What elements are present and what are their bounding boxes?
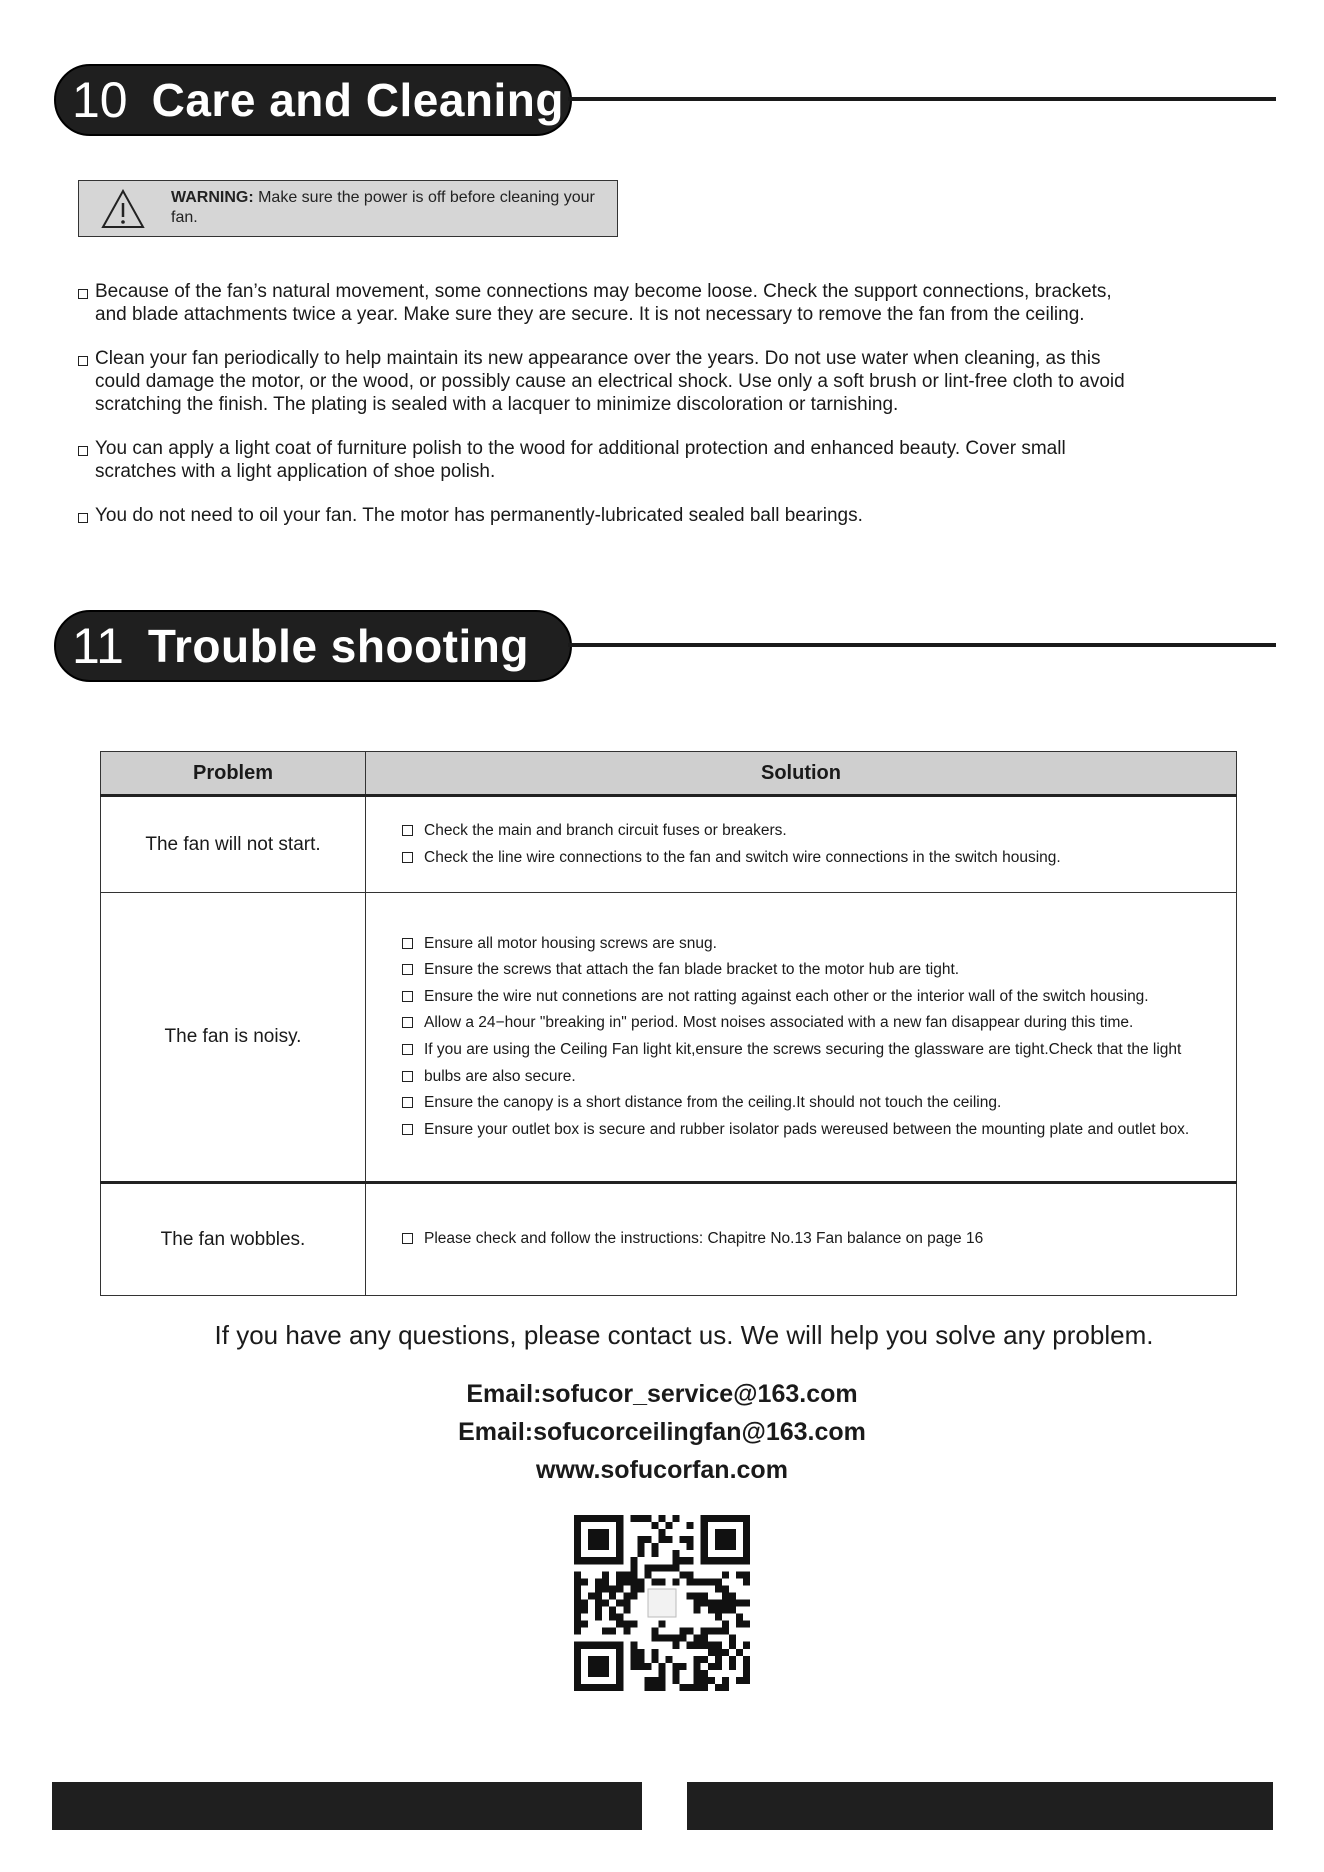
solution-list (402, 931, 1235, 1144)
checkbox-bullet-icon (78, 289, 88, 299)
checkbox-bullet-icon (402, 1097, 413, 1108)
checkbox-bullet-icon (78, 513, 88, 523)
solution-cell (366, 1183, 1237, 1296)
section-divider (568, 643, 1276, 647)
section-header-care (54, 64, 1276, 136)
checkbox-bullet-icon (78, 356, 88, 366)
section-header-troubleshooting (54, 610, 1276, 682)
table-row (101, 1183, 1237, 1296)
list-item: Allow a 24−hour "breaking in" period. Most noises associated with a new fan disappear during this time. (402, 1010, 1235, 1037)
footer-bar-right (687, 1782, 1273, 1830)
list-item: bulbs are also secure. (402, 1064, 1235, 1091)
problem-column-header: Problem (101, 752, 366, 796)
solution-list (402, 1226, 1235, 1253)
contact-intro-text: If you have any questions, please contact us. We will help you solve any problem. (214, 1320, 1154, 1350)
list-item: Ensure the canopy is a short distance from the ceiling.It should not touch the ceiling. (402, 1090, 1235, 1117)
checkbox-bullet-icon (402, 1233, 413, 1244)
checkbox-bullet-icon (402, 1124, 413, 1135)
solution-cell (366, 893, 1237, 1183)
checkbox-bullet-icon (402, 938, 413, 949)
checkbox-bullet-icon (78, 446, 88, 456)
solution-list (402, 818, 1235, 871)
problem-cell: The fan wobbles. (101, 1183, 366, 1296)
list-item: Ensure the wire nut connetions are not ratting against each other or the interior wall of the switch housing. (402, 984, 1235, 1011)
warning-label: WARNING: (171, 189, 254, 206)
contact-email-secondary: Email:sofucorceilingfan@163.com (458, 1418, 866, 1446)
footer-bar-left (52, 1782, 642, 1830)
checkbox-bullet-icon (402, 991, 413, 1002)
checkbox-bullet-icon (402, 825, 413, 836)
warning-box (78, 180, 618, 237)
list-item: If you are using the Ceiling Fan light kit,ensure the screws securing the glassware are tight.Check that the light (402, 1037, 1235, 1064)
table-header-row (101, 752, 1237, 796)
list-item: You can apply a light coat of furniture polish to the wood for additional protection and enhanced beauty. Cover small scratches with a light application of shoe polish. (78, 437, 1138, 483)
solution-column-header: Solution (366, 752, 1237, 796)
section-number: 11 (72, 618, 124, 674)
list-item: Clean your fan periodically to help maintain its new appearance over the years. Do not use water when cleaning, as this could damage the motor, or the wood, or possibly cause an electrical shock. Use only a soft brush or lint-free cloth to avoid scratching the finish. The plating is sealed with a lacquer to minimize discoloration or tarnishing. (78, 347, 1138, 416)
list-item: Please check and follow the instructions: Chapitre No.13 Fan balance on page 16 (402, 1226, 1235, 1253)
checkbox-bullet-icon (402, 964, 413, 975)
care-instructions-list (78, 280, 1138, 548)
warning-text: Make sure the power is off before cleaning your fan. (171, 189, 595, 226)
checkbox-bullet-icon (402, 1071, 413, 1082)
list-item: Check the line wire connections to the fan and switch wire connections in the switch housing. (402, 845, 1235, 872)
list-item: You do not need to oil your fan. The motor has permanently-lubricated sealed ball bearings. (78, 504, 1138, 527)
table-row (101, 796, 1237, 893)
solution-cell (366, 796, 1237, 893)
section-title: Trouble shooting (147, 620, 529, 672)
warning-triangle-icon (101, 189, 145, 229)
list-item: Ensure your outlet box is secure and rubber isolator pads wereused between the mounting plate and outlet box. (402, 1117, 1235, 1144)
troubleshooting-table (100, 751, 1237, 1296)
section-number: 10 (72, 72, 128, 128)
section-title-pill (54, 64, 572, 136)
contact-email-primary: Email:sofucor_service@163.com (466, 1380, 858, 1408)
list-item: Because of the fan’s natural movement, some connections may become loose. Check the support connections, brackets, and blade attachments twice a year. Make sure they are secure. It is not necessary to remove the fan from the ceiling. (78, 280, 1138, 326)
list-item: Ensure all motor housing screws are snug. (402, 931, 1235, 958)
section-divider (568, 97, 1276, 101)
section-title: Care and Cleaning (151, 74, 564, 126)
problem-cell: The fan is noisy. (101, 893, 366, 1183)
qr-code-icon (574, 1515, 750, 1691)
problem-cell: The fan will not start. (101, 796, 366, 893)
checkbox-bullet-icon (402, 1044, 413, 1055)
section-title-pill (54, 610, 572, 682)
checkbox-bullet-icon (402, 1017, 413, 1028)
checkbox-bullet-icon (402, 852, 413, 863)
table-row (101, 893, 1237, 1183)
contact-website: www.sofucorfan.com (536, 1456, 788, 1484)
list-item: Check the main and branch circuit fuses or breakers. (402, 818, 1235, 845)
warning-message (171, 188, 611, 228)
list-item: Ensure the screws that attach the fan blade bracket to the motor hub are tight. (402, 957, 1235, 984)
